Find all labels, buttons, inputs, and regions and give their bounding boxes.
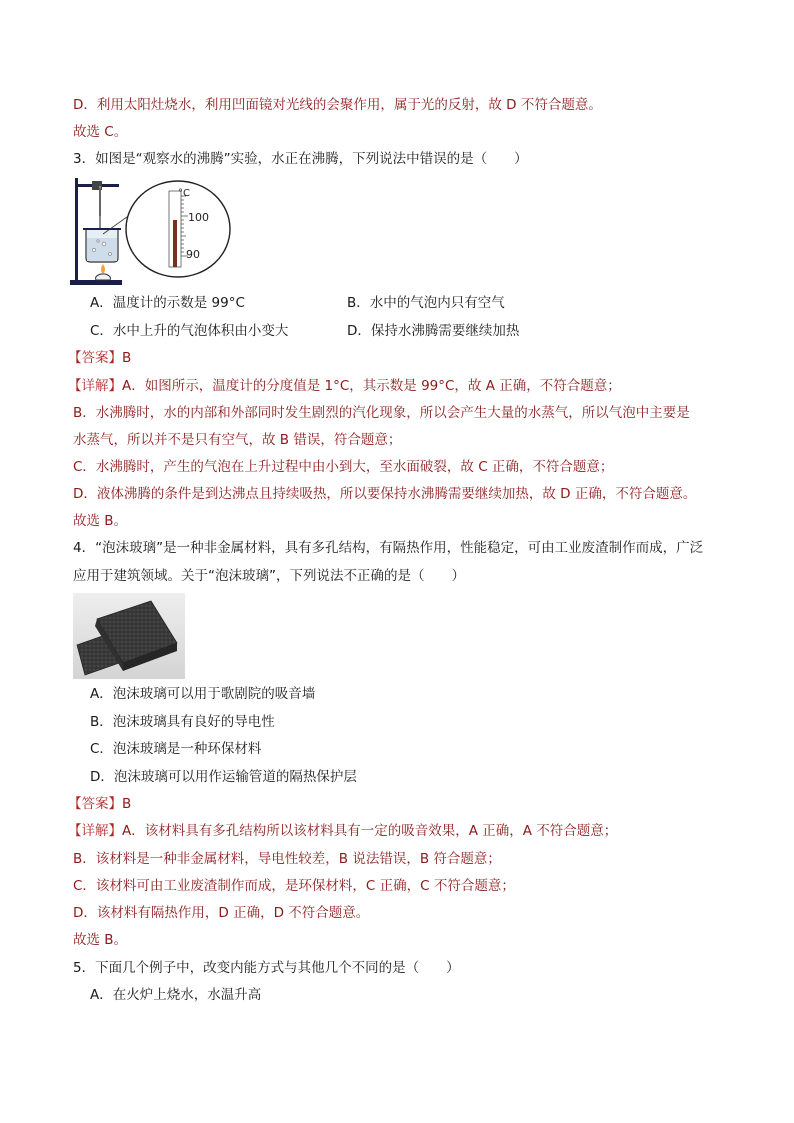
q3-stem: 3．如图是“观察水的沸腾”实验，水正在沸腾，下列说法中错误的是（ ） [73, 151, 528, 167]
answer-value: B [122, 350, 132, 366]
q3-detail-a [68, 376, 621, 396]
boiling-water-figure [70, 176, 238, 288]
alcohol-lamp [96, 274, 111, 280]
q4-option-c: C．泡沫玻璃是一种环保材料 [90, 741, 262, 757]
q4-answer [68, 794, 131, 814]
flame [101, 264, 105, 274]
answer-tag: 【答案】 [68, 796, 122, 812]
q3-detail-d: D．液体沸腾的条件是到达沸点且持续吸热，所以要保持水沸腾需要继续加热，故 D 正确，不符合题意。 [73, 486, 697, 502]
q2-explanation-d: D．利用太阳灶烧水，利用凹面镜对光线的会聚作用，属于光的反射，故 D 不符合题意。 [73, 97, 602, 113]
water [87, 238, 117, 261]
q3-detail-c: C．水沸腾时，产生的气泡在上升过程中由小到大，至水面破裂，故 C 正确，不符合题意； [73, 459, 614, 475]
q2-selection: 故选 C。 [73, 124, 128, 140]
thermometer-liquid [173, 220, 177, 267]
tick-label-100: 100 [188, 211, 209, 224]
q4-option-d: D．泡沫玻璃可以用作运输管道的隔热保护层 [90, 769, 357, 785]
q5-stem: 5．下面几个例子中，改变内能方式与其他几个不同的是（ ） [73, 960, 460, 976]
q4-selection: 故选 B。 [73, 932, 128, 948]
q3-option-c: C．水中上升的气泡体积由小变大 [90, 323, 289, 339]
q4-stem-line2: 应用于建筑领域。关于“泡沫玻璃”，下列说法不正确的是（ ） [73, 568, 465, 584]
foam-glass-photo [73, 593, 185, 679]
detail-text: A．如图所示，温度计的分度值是 1°C，其示数是 99°C，故 A 正确，不符合题意； [122, 378, 621, 394]
detail-tag: 【详解】 [68, 378, 122, 394]
stand-base [70, 280, 122, 285]
ring-support [83, 228, 121, 230]
q4-detail-b: B．该材料是一种非金属材料，导电性较差，B 说法错误，B 符合题意； [73, 851, 501, 867]
q4-detail-c: C．该材料可由工业废渣制作而成，是环保材料，C 正确，C 不符合题意； [73, 878, 515, 894]
q5-option-a: A．在火炉上烧水，水温升高 [90, 987, 262, 1003]
q3-answer [68, 348, 131, 368]
tick-label-90: 90 [186, 248, 200, 261]
q4-option-a: A．泡沫玻璃可以用于歌剧院的吸音墙 [90, 686, 316, 702]
q3-option-d: D．保持水沸腾需要继续加热 [347, 323, 520, 339]
q4-stem-line1: 4．“泡沫玻璃”是一种非金属材料，具有多孔结构，有隔热作用，性能稳定，可由工业废渣制作而成，广泛 [73, 540, 704, 556]
q3-selection: 故选 B。 [73, 513, 128, 529]
answer-tag: 【答案】 [68, 350, 122, 366]
q4-detail-a [68, 821, 617, 841]
detail-text: A．该材料具有多孔结构所以该材料具有一定的吸音效果，A 正确，A 不符合题意； [122, 823, 618, 839]
q4-option-b: B．泡沫玻璃具有良好的导电性 [90, 714, 275, 730]
answer-value: B [122, 796, 132, 812]
detail-tag: 【详解】 [68, 823, 122, 839]
stand-rod [75, 178, 78, 282]
q3-option-a: A．温度计的示数是 99°C [90, 295, 245, 311]
q4-detail-d: D．该材料有隔热作用，D 正确，D 不符合题意。 [73, 905, 370, 921]
scale-unit: °C [178, 188, 190, 199]
q3-detail-b1: B．水沸腾时，水的内部和外部同时发生剧烈的汽化现象，所以会产生大量的水蒸气，所以气泡中主要是 [73, 405, 690, 421]
q3-option-b: B．水中的气泡内只有空气 [347, 295, 505, 311]
q3-detail-b2: 水蒸气，所以并不是只有空气，故 B 错误，符合题意； [73, 432, 402, 448]
